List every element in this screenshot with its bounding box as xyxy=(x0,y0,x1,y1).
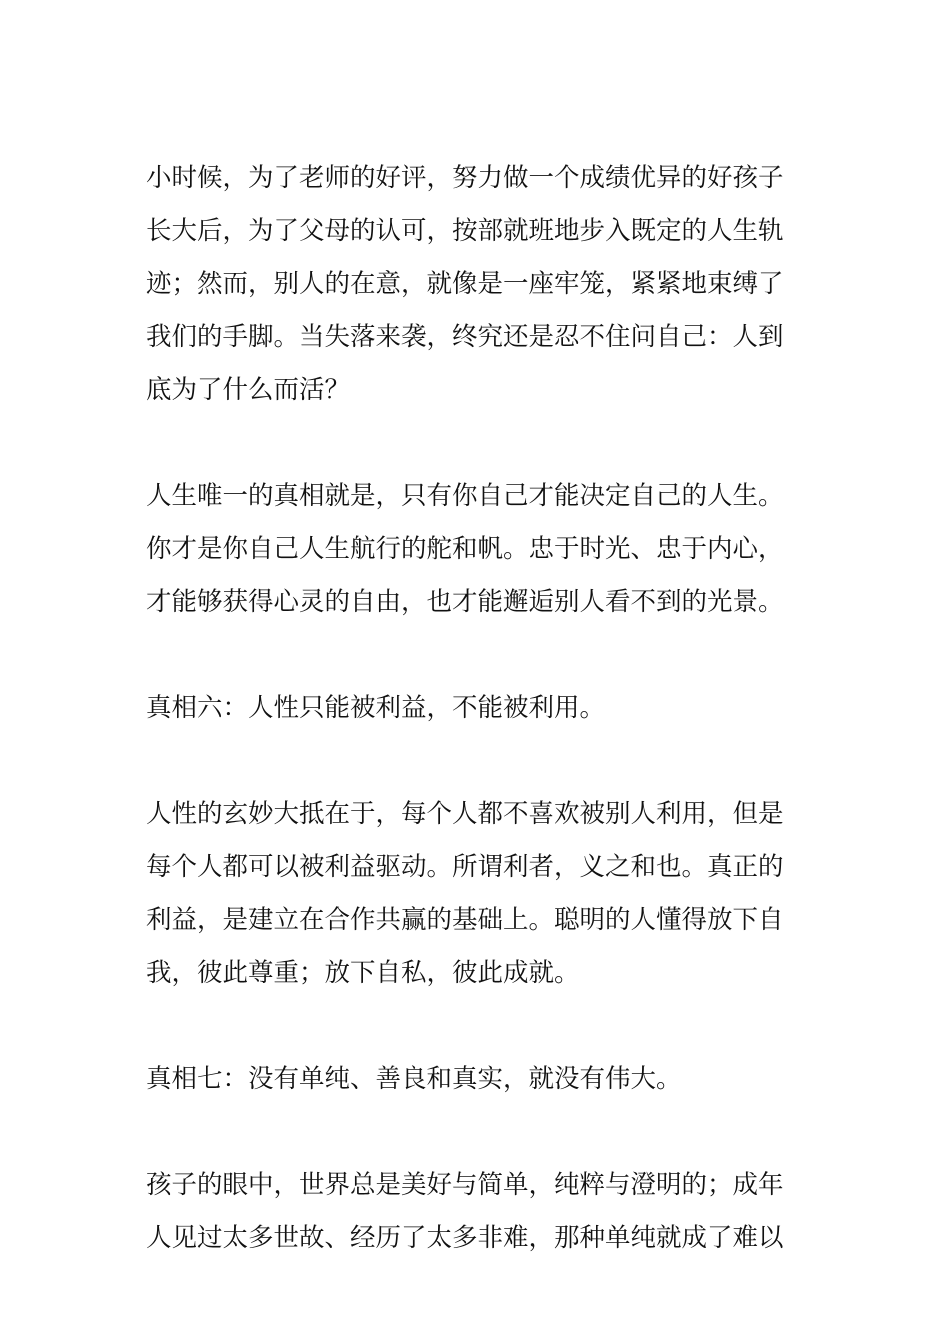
heading-truth-seven xyxy=(146,1053,806,1106)
text-line: 小时候，为了老师的好评，努力做一个成绩优异的好孩子 xyxy=(146,163,784,193)
text-line: 才能够获得心灵的自由，也才能邂逅别人看不到的光景。 xyxy=(146,587,784,617)
text-line: 真相七：没有单纯、善良和真实，就没有伟大。 xyxy=(146,1064,682,1094)
text-line: 底为了什么而活？ xyxy=(146,375,351,405)
text-line: 人生唯一的真相就是，只有你自己才能决定自己的人生。 xyxy=(146,481,784,511)
heading-truth-six xyxy=(146,682,806,735)
paragraph-human-nature xyxy=(146,788,806,1000)
text-line: 你才是你自己人生航行的舵和帆。忠于时光、忠于内心， xyxy=(146,534,784,564)
document-body xyxy=(146,152,806,1265)
paragraph-life-truth xyxy=(146,470,806,629)
text-line: 长大后，为了父母的认可，按部就班地步入既定的人生轨 xyxy=(146,216,784,246)
text-line: 我，彼此尊重；放下自私，彼此成就。 xyxy=(146,958,580,988)
paragraph-childhood xyxy=(146,152,806,417)
text-line: 孩子的眼中，世界总是美好与简单，纯粹与澄明的；成年 xyxy=(146,1170,784,1200)
text-line: 利益，是建立在合作共赢的基础上。聪明的人懂得放下自 xyxy=(146,905,784,935)
text-line: 我们的手脚。当失落来袭，终究还是忍不住问自己：人到 xyxy=(146,322,784,352)
paragraph-child-eyes xyxy=(146,1159,806,1265)
text-line: 每个人都可以被利益驱动。所谓利者，义之和也。真正的 xyxy=(146,852,784,882)
text-line: 迹；然而，别人的在意，就像是一座牢笼，紧紧地束缚了 xyxy=(146,269,784,299)
text-line: 人性的玄妙大抵在于，每个人都不喜欢被别人利用，但是 xyxy=(146,799,784,829)
text-line: 真相六：人性只能被利益，不能被利用。 xyxy=(146,693,606,723)
text-line: 人见过太多世故、经历了太多非难，那种单纯就成了难以 xyxy=(146,1223,784,1253)
